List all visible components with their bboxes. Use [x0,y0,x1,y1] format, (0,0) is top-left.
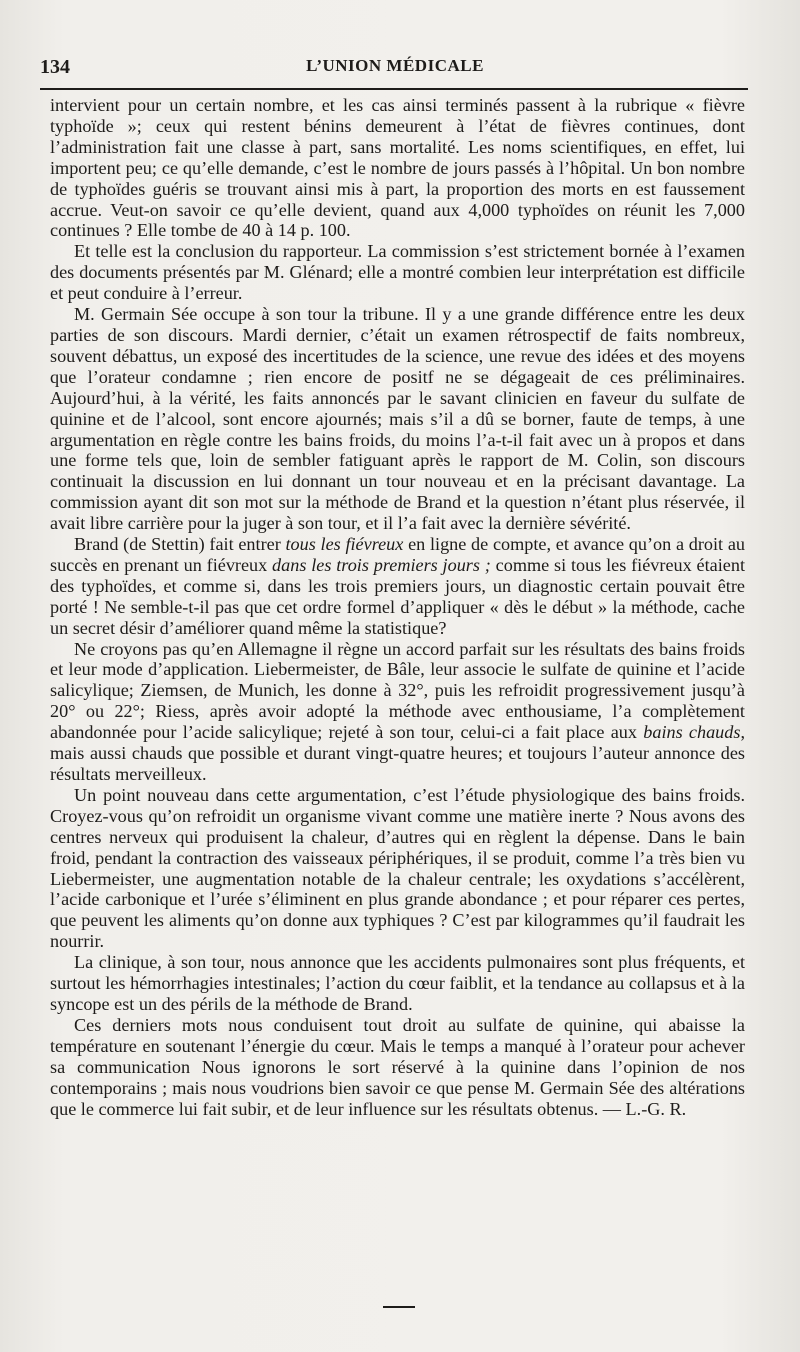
page-header [40,54,750,88]
paragraph [50,95,745,241]
text-run: Brand (de Stettin) fait entrer [74,534,286,555]
text-run: Un point nouveau dans cette argumentation, c’est l’étude physiologique des bains froids. Croyez-vous qu’on refroidit un organisme vivant comme une matière inerte ? Nous avons des centres nerveux qui produisent la chaleur, d’autres qui en règlent la dépense. Dans le bain froid, pendant la contraction des vaisseaux périphériques, il se produit, comme l’a très bien vu Liebermeister, une augmentation notable de la chaleur centrale; les oxydations s’accélèrent, l’acide carbonique et l’urée s’éliminent en plus grande abondance ; et pour réparer ces pertes, que peuvent les aliments qu’on donne aux typhiques ? C’est par kilogrammes qu’il faudrait les nourrir. [50,784,745,952]
italic-text: bains chauds [643,722,741,743]
text-run: M. Germain Sée occupe à son tour la tribune. Il y a une grande différence entre les deux parties de son discours. Mardi dernier, c’était un examen rétrospectif de faits nombreux, souvent débattus, un exposé des incertitudes de la science, une revue des idées et des moyens que l’orateur condamne ; rien encore de positf ne se dégageait de ces préliminaires. Aujourd’hui, à la vérité, les faits annoncés par le savant clinicien en faveur du sulfate de quinine et de l’alcool, sont encore ajournés; mais s’il a dû se borner, faute de temps, à une argumentation en règle contre les bains froids, du moins l’a-t-il fait avec un à propos et dans une forme tels que, loin de sembler fatiguant après le rapport de M. Colin, son discours continuait la discussion en lui donnant un tour nouveau et en la précisant davantage. La commission ayant dit son mot sur la méthode de Brand et la question n’étant plus réservée, il avait libre carrière pour la juger à son tour, et il l’a fait avec la dernière sévérité. [50,304,745,534]
text-run: intervient pour un certain nombre, et les cas ainsi terminés passent à la rubrique « fièvre typhoïde »; ceux qui restent bénins demeurent à l’état de fièvres continues, dont l’administration fait une classe à part, sans mortalité. Les noms scientifiques, en effet, lui importent peu; ce qu’elle demande, c’est le nombre de jours passés à l’hôpital. Un bon nombre de typhoïdes guéris se trouvant ainsi mis à part, la proportion des morts en est faussement accrue. Veut-on savoir ce qu’elle devient, quand aux 4,000 typhoïdes on réunit les 7,000 continues ? Elle tombe de 40 à 14 p. 100. [50,95,745,241]
text-run: La clinique, à son tour, nous annonce que les accidents pulmonaires sont plus fréquents, et surtout les hémorrhagies intestinales; l’action du cœur faiblit, et la tendance au collapsus et à la syncope est un des périls de la méthode de Brand. [50,952,745,1014]
paragraph [50,1015,745,1120]
footer-rule [383,1306,415,1308]
text-run: comme si tous les fiévreux étaient des typhoïdes, et comme si, dans les trois premiers jours, un diagnostic certain pouvait être porté ! Ne semble-t-il pas que cet ordre formel d’appliquer « dès le début » la méthode, cache un secret désir d’améliorer quand même la statistique? [50,554,745,638]
text-run: , mais aussi chauds que possible et durant vingt-quatre heures; et toujours l’auteur annonce des résultats merveilleux. [50,722,745,784]
text-run: en ligne de compte, et avance qu’on a droit au succès en prenant un fiévreux [50,534,745,575]
italic-text: tous les fiévreux [285,534,404,555]
text-run: Et telle est la conclusion du rapporteur. La commission s’est strictement bornée à l’examen des documents présentés par M. Glénard; elle a montré combien leur interprétation est difficile et peut conduire à l’erreur. [50,241,745,304]
paragraph [50,785,745,952]
page-number: 134 [40,56,70,78]
paragraph [50,304,745,534]
text-run: Ces derniers mots nous conduisent tout droit au sulfate de quinine, qui abaisse la température en soutenant l’énergie du cœur. Mais le temps a manqué à l’orateur pour achever sa communication Nous ignorons le sort réservé à la quinine dans l’opinion de nos contemporains ; mais nous voudrions bien savoir ce que pense M. Germain Sée des altérations que le commerce lui fait subir, et de leur influence sur les résultats obtenus. — L.-G. R. [50,1014,745,1119]
italic-text: dans les trois premiers jours ; [272,554,491,575]
running-title: L’UNION MÉDICALE [306,56,484,75]
header-rule [40,88,748,90]
article-body [50,95,745,1119]
paragraph [50,639,745,785]
paragraph [50,952,745,1015]
paragraph [50,241,745,304]
text-run: Ne croyons pas qu’en Allemagne il règne un accord parfait sur les résultats des bains froids et leur mode d’application. Liebermeister, de Bâle, leur associe le sulfate de quinine et l’acide salicylique; Ziemsen, de Munich, les donne à 32°, puis les refroidit progressivement jusqu’à 20° ou 22°; Riess, après avoir adopté la méthode avec enthousiame, l’a complètement abandonnée pour l’acide salicylique; rejeté à son tour, celui-ci a fait place aux [50,638,745,743]
paragraph [50,534,745,639]
